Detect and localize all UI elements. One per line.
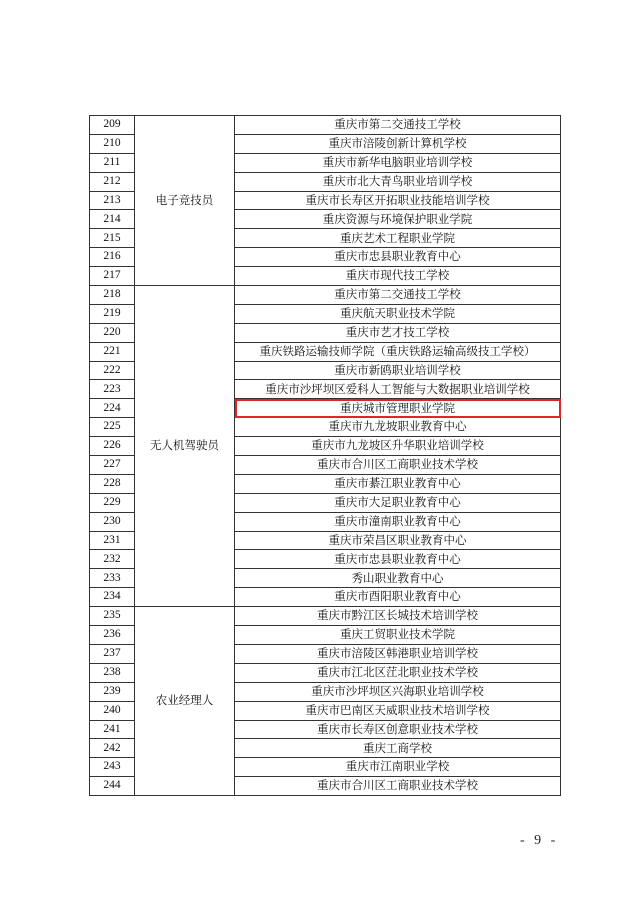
row-number: 226 <box>90 437 135 456</box>
row-number: 221 <box>90 342 135 361</box>
school-name-cell: 重庆市北大青鸟职业培训学校 <box>235 172 561 191</box>
row-number: 233 <box>90 569 135 588</box>
row-number: 241 <box>90 720 135 739</box>
school-name-cell: 重庆市涪陵区韩港职业培训学校 <box>235 644 561 663</box>
row-number: 224 <box>90 399 135 418</box>
school-name-cell: 重庆市酉阳职业教育中心 <box>235 588 561 607</box>
school-name-cell: 重庆工商学校 <box>235 739 561 758</box>
row-number: 230 <box>90 512 135 531</box>
school-list-body <box>90 116 561 796</box>
category-cell: 农业经理人 <box>135 607 235 796</box>
row-number: 234 <box>90 588 135 607</box>
school-name-cell: 重庆工贸职业技术学院 <box>235 626 561 645</box>
row-number: 209 <box>90 116 135 135</box>
school-name-cell: 重庆市涪陵创新计算机学校 <box>235 134 561 153</box>
school-name-cell: 重庆市第二交通技工学校 <box>235 116 561 135</box>
row-number: 227 <box>90 456 135 475</box>
school-name-cell: 重庆市艺才技工学校 <box>235 323 561 342</box>
school-name-cell: 重庆市新华电脑职业培训学校 <box>235 153 561 172</box>
row-number: 223 <box>90 380 135 399</box>
school-name-cell: 重庆资源与环境保护职业学院 <box>235 210 561 229</box>
school-name-cell: 重庆市江南职业学校 <box>235 758 561 777</box>
row-number: 212 <box>90 172 135 191</box>
row-number: 236 <box>90 626 135 645</box>
school-name-cell: 重庆市大足职业教育中心 <box>235 493 561 512</box>
school-name-cell: 重庆市合川区工商职业技术学校 <box>235 456 561 475</box>
row-number: 239 <box>90 682 135 701</box>
row-number: 218 <box>90 286 135 305</box>
school-name-cell: 重庆市忠县职业教育中心 <box>235 550 561 569</box>
row-number: 225 <box>90 418 135 437</box>
table-row <box>90 607 561 626</box>
row-number: 219 <box>90 304 135 323</box>
row-number: 232 <box>90 550 135 569</box>
school-name-cell: 重庆铁路运输技师学院（重庆铁路运输高级技工学校） <box>235 342 561 361</box>
school-name-cell: 重庆市第二交通技工学校 <box>235 286 561 305</box>
table-row <box>90 116 561 135</box>
row-number: 228 <box>90 474 135 493</box>
school-name-cell: 重庆市长寿区创意职业技术学校 <box>235 720 561 739</box>
school-name-cell: 重庆市潼南职业教育中心 <box>235 512 561 531</box>
category-cell: 无人机驾驶员 <box>135 286 235 607</box>
row-number: 211 <box>90 153 135 172</box>
row-number: 244 <box>90 777 135 796</box>
row-number: 240 <box>90 701 135 720</box>
school-name-cell: 重庆市忠县职业教育中心 <box>235 248 561 267</box>
school-name-cell: 秀山职业教育中心 <box>235 569 561 588</box>
row-number: 216 <box>90 248 135 267</box>
page-number: - 9 - <box>520 833 559 848</box>
school-name-cell: 重庆市沙坪坝区爱科人工智能与大数据职业培训学校 <box>235 380 561 399</box>
row-number: 213 <box>90 191 135 210</box>
row-number: 229 <box>90 493 135 512</box>
school-name-cell: 重庆艺术工程职业学院 <box>235 229 561 248</box>
school-name-cell: 重庆市江北区茳北职业技术学校 <box>235 663 561 682</box>
row-number: 210 <box>90 134 135 153</box>
row-number: 242 <box>90 739 135 758</box>
school-name-cell: 重庆市沙坪坝区兴海职业培训学校 <box>235 682 561 701</box>
row-number: 235 <box>90 607 135 626</box>
row-number: 220 <box>90 323 135 342</box>
school-name-cell: 重庆市合川区工商职业技术学校 <box>235 777 561 796</box>
school-name-cell: 重庆市九龙坡区升华职业培训学校 <box>235 437 561 456</box>
school-list-table <box>89 115 561 796</box>
row-number: 217 <box>90 267 135 286</box>
school-name-cell: 重庆航天职业技术学院 <box>235 304 561 323</box>
school-name-cell: 重庆市荣昌区职业教育中心 <box>235 531 561 550</box>
school-name-cell: 重庆市九龙坡职业教育中心 <box>235 418 561 437</box>
school-name-cell: 重庆市巴南区天威职业技术培训学校 <box>235 701 561 720</box>
school-name-cell: 重庆市现代技工学校 <box>235 267 561 286</box>
row-number: 238 <box>90 663 135 682</box>
row-number: 222 <box>90 361 135 380</box>
category-cell: 电子竞技员 <box>135 116 235 286</box>
table-row <box>90 286 561 305</box>
row-number: 237 <box>90 644 135 663</box>
school-name-cell: 重庆市新鸥职业培训学校 <box>235 361 561 380</box>
row-number: 243 <box>90 758 135 777</box>
highlighted-school-cell: 重庆城市管理职业学院 <box>235 399 561 418</box>
school-name-cell: 重庆市长寿区开拓职业技能培训学校 <box>235 191 561 210</box>
school-name-cell: 重庆市綦江职业教育中心 <box>235 474 561 493</box>
row-number: 231 <box>90 531 135 550</box>
row-number: 214 <box>90 210 135 229</box>
school-name-cell: 重庆市黔江区长城技术培训学校 <box>235 607 561 626</box>
row-number: 215 <box>90 229 135 248</box>
